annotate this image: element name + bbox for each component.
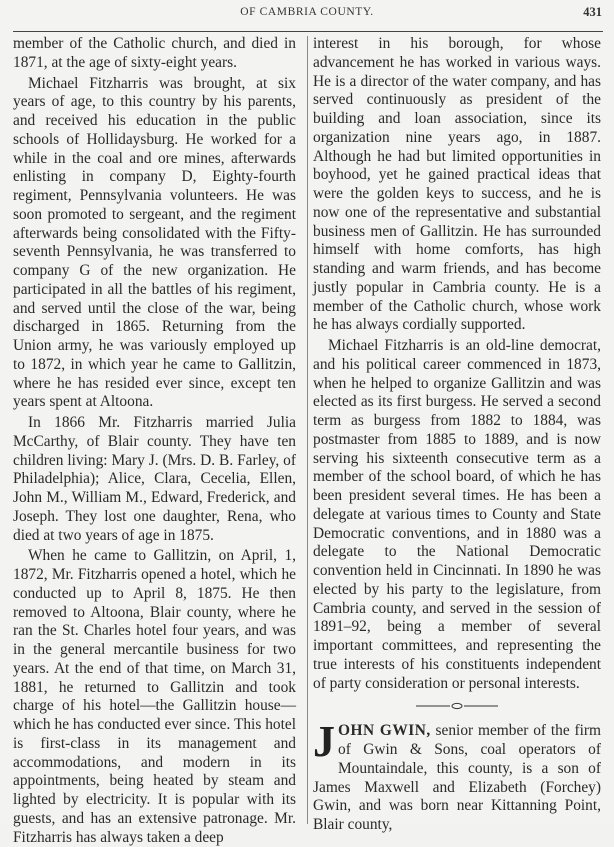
subject-name: OHN GWIN, bbox=[338, 722, 431, 740]
column-divider bbox=[307, 36, 308, 824]
paragraph-early-life: Michael Fitzharris was brought, at six years of age, to this country by his parents, and received his education in the public schools of Hollidaysburg. He worked for a while in the coal and ore mines, afterwards enlisting in company D, Eighty-fourth regiment, Pennsylvania volunteers. He was soon promoted to sergeant, and the regiment afterwards being consolidated with the Fifty-seventh Pennsylvania, he was transferred to company G of the new organization. He participated in all the battles of his regiment, and served until the close of the war, being discharged in 1865. Returning from the Union army, he was variously employed up to 1872, in which year he came to Gallitzin, where he has resided ever since, except ten years spent at Altoona. bbox=[13, 74, 296, 411]
right-column bbox=[313, 35, 601, 835]
paragraph-hotel: When he came to Gallitzin, on April, 1, 1872, Mr. Fitzharris opened a hotel, which he conducted up to April 8, 1875. He then removed to Altoona, Blair county, where he ran the St. Charles hotel four years, and was in the general mercantile business for two years. At the end of that time, on March 31, 1881, he returned to Gallitzin and took charge of his hotel—the Gallitzin house—which he has conducted ever since. This hotel is first-class in its management and accommodations, and modern in its appointments, being heated by steam and lighted by electricity. It is popular with its guests, and has an extensive patronage. Mr. Fitzharris has always taken a deep bbox=[13, 547, 296, 846]
paragraph-politics: Michael Fitzharris is an old-line democrat, and his political career commenced in 1873, when he helped to organize Gallitzin and was elected as its first burgess. He served a second term as burgess from 1882 to 1884, was postmaster from 1885 to 1889, and is now serving his sixteenth consecutive term as a member of the school board, of which he has been president several times. He has been a delegate at various times to County and State Democratic conventions, and in 1880 was a delegate to the National Democratic convention held in Cincinnati. In 1890 he was elected by his party to the legislature, from Cambria county, and served in the session of 1891–92, being a member of several important committees, and representing the true interests of his constituents independent of party consideration or personal interests. bbox=[313, 337, 601, 692]
header-rule bbox=[13, 31, 603, 32]
page-number: 431 bbox=[583, 5, 602, 19]
running-head bbox=[0, 5, 614, 25]
paragraph-john-gwin bbox=[313, 717, 601, 835]
paragraph-continued: member of the Catholic church, and died in 1871, at the age of sixty-eight years. bbox=[13, 35, 296, 71]
running-title: OF CAMBRIA COUNTY. bbox=[240, 6, 374, 18]
biography-text: senior member of the firm of Gwin & Sons, coal operators of Mountaindale, this county, is a son of James Maxwell and Elizabeth (Forchey) Gwin, and was born near Kittanning Point, Blair county, bbox=[313, 722, 601, 833]
drop-cap: J bbox=[313, 717, 335, 767]
left-column bbox=[13, 35, 296, 847]
paragraph-civic: interest in his borough, for whose advancement he has worked in various ways. He is a director of the water company, and has served continuously as president of the building and loan association, since its organization nine years ago, in 1887. Although he had but limited opportunities in boyhood, yet he gained practical ideas that were the golden keys to success, and he is now one of the representative and substantial business men of Gallitzin. He has surrounded himself with home comforts, has high standing and warm friends, and has become justly popular in Cambria county. He is a member of the Catholic church, whose work he has always cordially supported. bbox=[313, 35, 601, 334]
paragraph-family: In 1866 Mr. Fitzharris married Julia McCarthy, of Blair county. They have ten children living: Mary J. (Mrs. D. B. Farley, of Philadelphia); Alice, Clara, Cecelia, Ellen, John M., William M., Edward, Frederick, and Joseph. They lost one daughter, Rena, who died at two years of age in 1875. bbox=[13, 414, 296, 544]
section-divider-ornament bbox=[412, 701, 502, 711]
